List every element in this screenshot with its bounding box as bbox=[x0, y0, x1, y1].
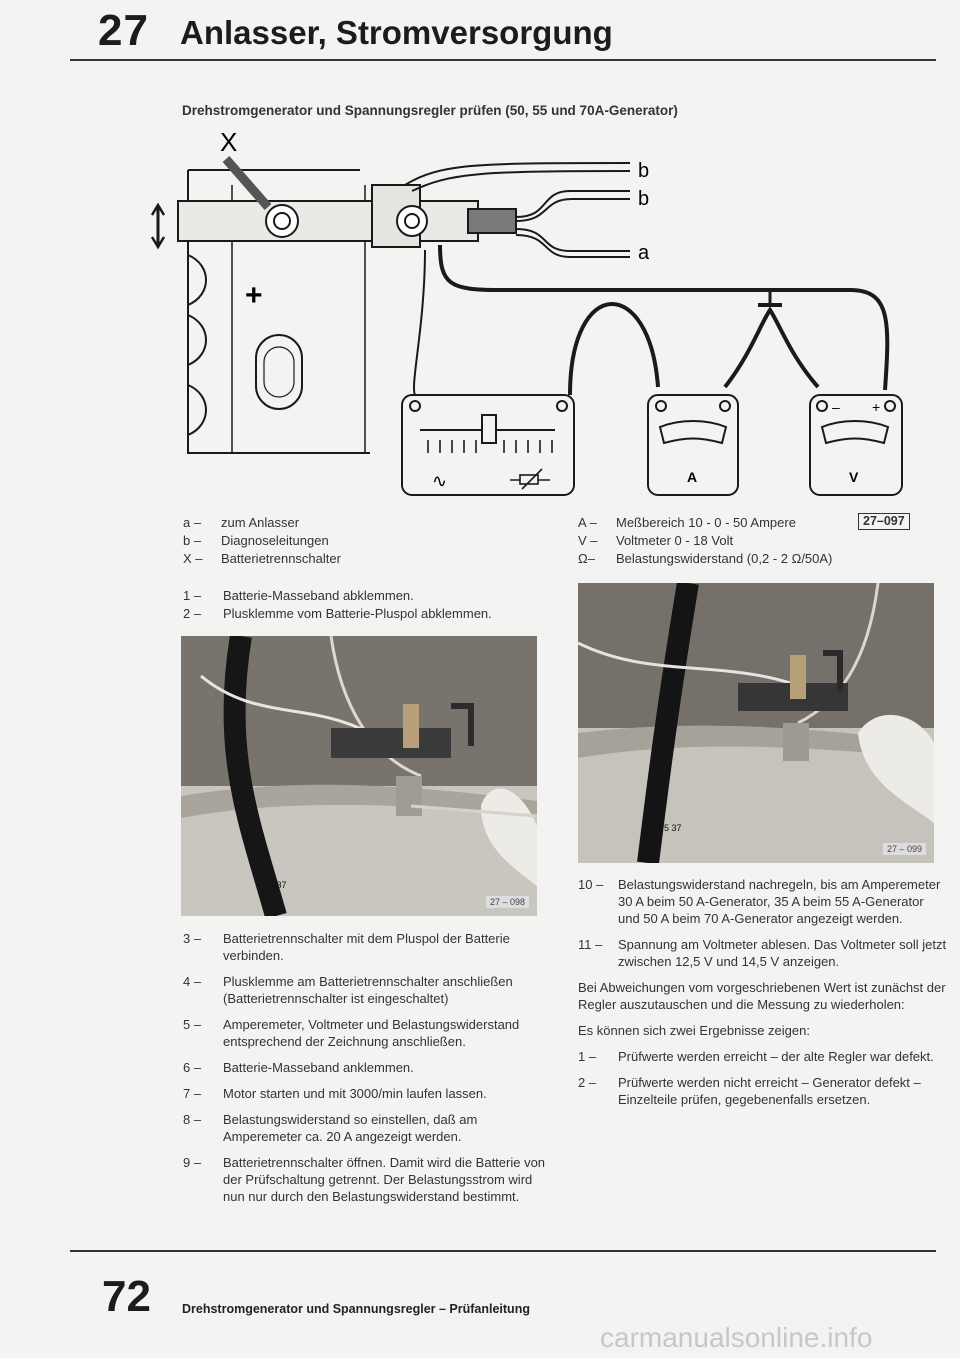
photo-left-label: 27 – 098 bbox=[486, 896, 529, 908]
step-item: 8 – Belastungswiderstand so einstellen, daß am Amperemeter ca. 20 A angezeigt werden. bbox=[183, 1112, 478, 1144]
voltmeter-label: V bbox=[849, 469, 859, 485]
label-plus: + bbox=[245, 279, 263, 312]
result-item: 1 – Prüfwerte werden erreicht – der alte Regler war defekt. bbox=[578, 1049, 934, 1064]
label-b-2: b bbox=[638, 188, 650, 210]
steps-right bbox=[578, 876, 948, 1117]
chapter-title: Anlasser, Stromversorgung bbox=[180, 14, 613, 51]
step-item: 9 – Batterietrennschalter öffnen. Damit wird die Batterie von der Prüfschaltung getrennt. Der Belastungsstrom wird nun nur durch den Belastungswiderstand bestimmt. bbox=[183, 1155, 546, 1204]
step-item: 11 – Spannung am Voltmeter ablesen. Das Voltmeter soll jetzt zwischen 12,5 V und 14,5 V anzeigen. bbox=[578, 937, 947, 969]
step-item: 7 – Motor starten und mit 3000/min laufen lassen. bbox=[183, 1086, 487, 1101]
legend-item: X – Batterietrennschalter bbox=[183, 551, 341, 566]
legend-item: a – zum Anlasser bbox=[183, 515, 300, 530]
step-item: 3 – Batterietrennschalter mit dem Pluspol der Batterie verbinden. bbox=[183, 931, 510, 963]
label-x: X bbox=[220, 127, 238, 157]
photo-right bbox=[578, 583, 934, 863]
legend-left bbox=[183, 514, 523, 568]
steps-left bbox=[183, 930, 548, 1214]
legend-right bbox=[578, 514, 858, 568]
photo-right-label: 27 – 099 bbox=[883, 843, 926, 855]
deviation-note: Bei Abweichungen vom vorgeschriebenen Wert ist zunächst der Regler auszutauschen und die Messung zu wiederholen: bbox=[578, 980, 946, 1012]
step-item: 10 – Belastungswiderstand nachregeln, bis am Amperemeter 30 A beim 50 A-Generator, 35 A beim 55 A-Generator und 50 A beim 70 A-Generator angezeigt werden. bbox=[578, 877, 941, 926]
label-b-1: b bbox=[638, 160, 650, 182]
figure-id: 27–097 bbox=[858, 513, 910, 530]
legend-item: Ω– Belastungswiderstand (0,2 - 2 Ω/50A) bbox=[578, 551, 833, 566]
ammeter-label: A bbox=[687, 469, 698, 485]
step-item: 2 – Plusklemme vom Batterie-Pluspol abklemmen. bbox=[183, 606, 492, 621]
step-item: 4 – Plusklemme am Batterietrennschalter anschließen (Batterietrennschalter ist eingeschaltet) bbox=[183, 974, 513, 1006]
page-number: 72 bbox=[102, 1272, 151, 1321]
chapter-number: 27 bbox=[98, 6, 149, 55]
step-item: 5 – Amperemeter, Voltmeter und Belastungswiderstand entsprechend der Zeichnung anschließen. bbox=[183, 1017, 520, 1049]
photo-left bbox=[181, 636, 537, 916]
header-divider bbox=[70, 59, 936, 61]
photo-right-illustration bbox=[578, 583, 934, 863]
watermark: carmanualsonline.info bbox=[600, 1322, 873, 1353]
step-item: 6 – Batterie-Masseband anklemmen. bbox=[183, 1060, 414, 1075]
voltmeter-minus: – bbox=[832, 399, 840, 415]
section-title: Drehstromgenerator und Spannungsregler prüfen (50, 55 und 70A-Generator) bbox=[182, 103, 678, 118]
wiring-diagram bbox=[150, 125, 910, 510]
legend-item: b – Diagnoseleitungen bbox=[183, 533, 329, 548]
result-item: 2 – Prüfwerte werden nicht erreicht – Generator defekt – Einzelteile prüfen, gegebenenfalls ersetzen. bbox=[578, 1075, 921, 1107]
label-a: a bbox=[638, 242, 650, 264]
photo-left-stamp: 5 37 bbox=[269, 880, 287, 890]
steps-top bbox=[183, 587, 543, 631]
resistor-symbol: ∿ bbox=[432, 471, 448, 491]
legend-item: A – Meßbereich 10 - 0 - 50 Ampere bbox=[578, 515, 796, 530]
legend-item: V – Voltmeter 0 - 18 Volt bbox=[578, 533, 734, 548]
photo-left-illustration bbox=[181, 636, 537, 916]
footer-divider bbox=[70, 1250, 936, 1252]
voltmeter-plus: + bbox=[872, 399, 881, 415]
photo-right-stamp: 5 37 bbox=[664, 823, 682, 833]
step-item: 1 – Batterie-Masseband abklemmen. bbox=[183, 588, 414, 603]
results-intro: Es können sich zwei Ergebnisse zeigen: bbox=[578, 1023, 810, 1038]
footer-title: Drehstromgenerator und Spannungsregler – Prüfanleitung bbox=[182, 1302, 530, 1316]
